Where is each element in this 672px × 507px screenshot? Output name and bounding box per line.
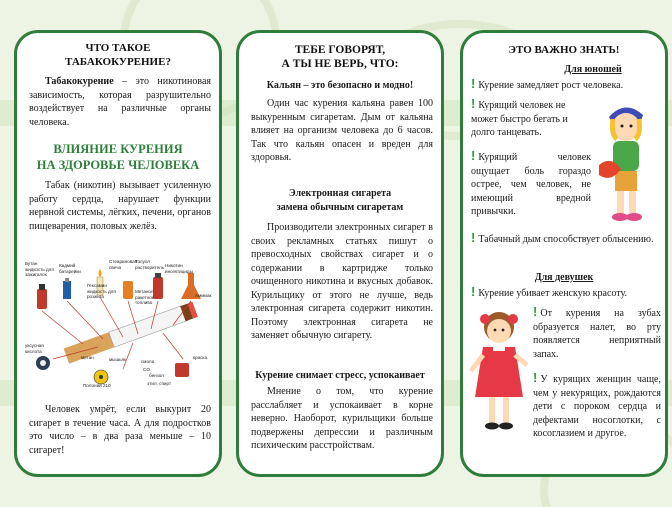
exclamation-icon: ! [471, 148, 476, 163]
panel2-title: ТЕБЕ ГОВОРЯТ, А ТЫ НЕ ВЕРЬ, ЧТО: [281, 44, 399, 70]
girls-title: Для девушек [534, 272, 594, 283]
label-tar: смола [141, 359, 155, 364]
exclamation-icon: ! [471, 230, 476, 245]
panel-myths [236, 30, 444, 477]
boys-item: ! Курящий человек не может быстро бегать и долго танцевать. [471, 96, 568, 138]
lighter-fluid-icon [123, 281, 133, 299]
label-hexamine: Гексамин жидкость для розжига [87, 283, 116, 299]
boys-item: ! Табачный дым способствует облысению. [471, 230, 654, 245]
bottle-icon [37, 284, 47, 309]
label-nicotine: Никотин инсектициды [165, 263, 193, 274]
panel1-paragraph-lethal-dose: Человек умрёт, если выкурит 20 сигарет в течение часа. А для подростков это число – в два раза меньше – 10 сигарет! [29, 404, 211, 456]
myth2-text: Производители электронных сигарет в своих рекламных статьях пишут о превосходных свойствах сигарет и о содержании в картридже только очищенного никотина и вкусных добавок. Курильщику от этого не лучше, ведь электронная сигарета содержит никотин. Поэтому электронная сигарета не заменяет обычную сигарету. [251, 222, 433, 341]
label-benzene: бензол [149, 373, 164, 378]
label-cadmium: Кадмий батарейки [59, 263, 81, 274]
label-paint: краска [193, 355, 208, 360]
label-polonium: Полоний 210 [83, 383, 111, 388]
label-ethanol: этил. спирт [147, 381, 172, 386]
label-methane: метан [81, 355, 94, 360]
myth1-text: Один час курения кальяна равен 100 выкуренным сигаретам. Дым от кальяна влияет на организм человека до 6 часов. Так что кальян опасен и вреден для здоровья. [251, 98, 433, 163]
label-acetic-acid: уксусная кислота [25, 343, 44, 354]
label-stearin: Стеариновая свеча [109, 259, 138, 270]
myth3-title: Курение снимает стресс, успокаивает [255, 370, 425, 381]
battery-icon [63, 278, 71, 299]
panel3-title: ЭТО ВАЖНО ЗНАТЬ! [508, 44, 620, 56]
girls-item: ! У курящих женщин чаще, чем у некурящих, рождаются дети с пороком сердца и дефектами носоглотки, с косоглазием и другое. [533, 370, 661, 439]
paint-can-icon [175, 363, 189, 377]
panel1-title: ЧТО ТАКОЕ ТАБАКОКУРЕНИЕ? [65, 42, 171, 68]
girls-item: ! От курения на зубах образуется налет, во рту появляется неприятный запах. [533, 304, 661, 360]
definition-text: – это никотиновая зависимость, которая разрушительно воздействует на различные органы человека. [29, 76, 211, 128]
definition-term: Табакокурение [45, 76, 114, 87]
exclamation-icon: ! [533, 304, 538, 319]
label-ammonia: Аммиак [195, 293, 212, 298]
myth1-title: Кальян – это безопасно и модно! [266, 80, 414, 91]
panel1-paragraph-effects: Табак (никотин) вызывает усиленную работу сердца, нарушает функции нервной системы, лёгких, печени, органов пищеварения, половых желёз. [29, 180, 211, 232]
myth3-text: Мнение о том, что курение расслабляет и успокаивает в корне неверно. Наоборот, курильщики больше подвержены депрессии и различным психическим расстройствам. [251, 386, 433, 451]
exclamation-icon: ! [471, 96, 476, 111]
label-arsenic: мышьяк [109, 357, 127, 362]
boy-illustration [591, 95, 659, 225]
label-co: CO [143, 367, 150, 372]
poison-icon [36, 356, 50, 370]
myth2-title: Электронная сигарета замена обычным сигаретам [276, 188, 404, 213]
label-toluene: Толуол растворитель [135, 259, 165, 270]
exclamation-icon: ! [471, 76, 476, 91]
radiation-icon [94, 370, 108, 384]
exclamation-icon: ! [471, 284, 476, 299]
label-butane: Бутан жидкость для зажигалок [25, 261, 54, 277]
cigarette-components-illustration [23, 259, 215, 389]
panel-what-is-smoking [14, 30, 222, 477]
boys-item: ! Курение замедляет рост человека. [471, 76, 624, 91]
boys-title: Для юношей [564, 64, 622, 75]
panel-important [460, 30, 668, 477]
girls-item: ! Курение убивает женскую красоту. [471, 284, 628, 299]
exclamation-icon: ! [533, 370, 538, 385]
panel1-definition [29, 75, 211, 129]
boys-item: ! Курящий человек ощущает боль гораздо острее, чем человек, не имеющий вредной привычки. [471, 148, 591, 217]
panel1-heading-health: ВЛИЯНИЕ КУРЕНИЯ НА ЗДОРОВЬЕ ЧЕЛОВЕКА [36, 142, 200, 172]
girl-illustration [469, 305, 531, 435]
label-methanol: Метанол ракетное топливо [135, 289, 155, 305]
